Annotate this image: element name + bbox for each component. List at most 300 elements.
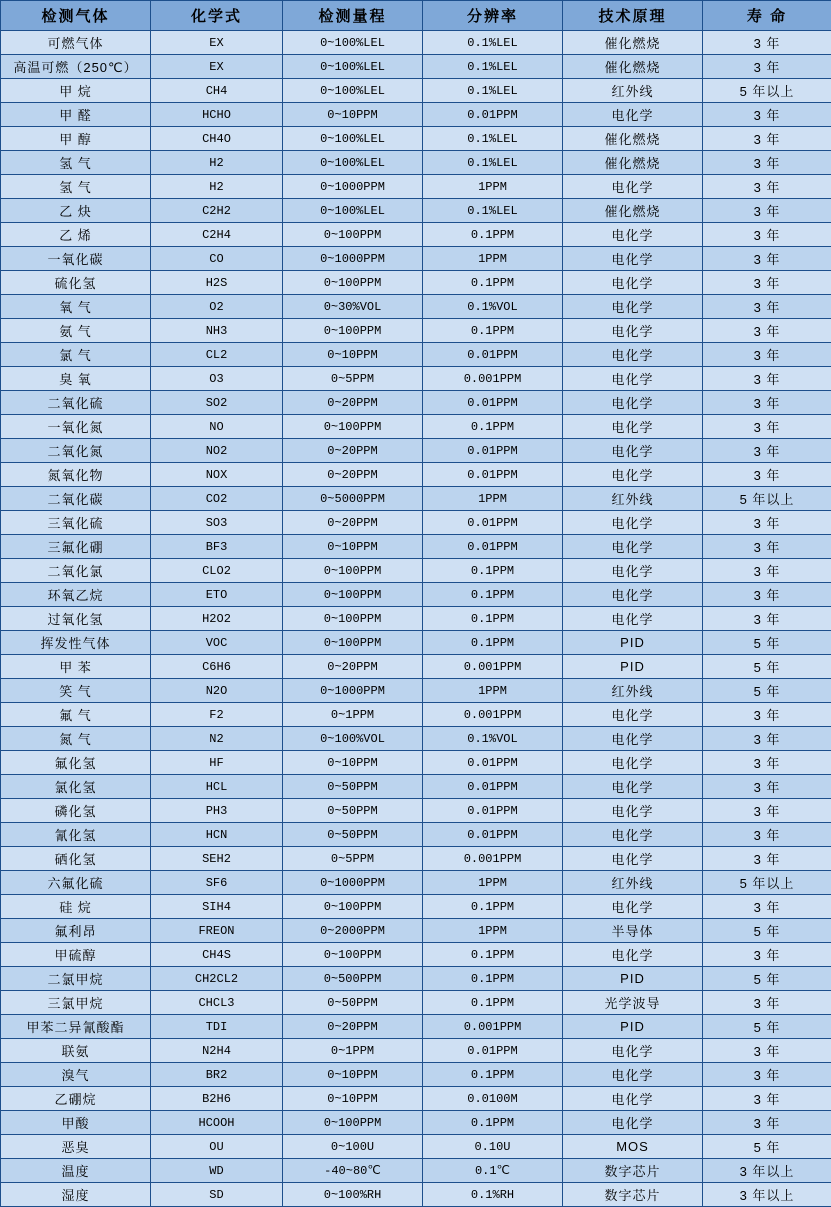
table-row [1, 223, 831, 247]
table-row [1, 583, 831, 607]
table-row [1, 655, 831, 679]
cell-formula: SF6 [151, 871, 283, 895]
cell-lifetime: 3 年 [703, 991, 831, 1015]
cell-formula: O2 [151, 295, 283, 319]
cell-gas-name: 环氧乙烷 [1, 583, 151, 607]
cell-principle: 催化燃烧 [563, 199, 703, 223]
cell-gas-name: 二氯甲烷 [1, 967, 151, 991]
cell-gas-name: 氟利昂 [1, 919, 151, 943]
cell-resolution: 1PPM [423, 247, 563, 271]
cell-principle: 催化燃烧 [563, 55, 703, 79]
cell-range: 0~100PPM [283, 319, 423, 343]
cell-principle: 电化学 [563, 1039, 703, 1063]
cell-gas-name: 笑 气 [1, 679, 151, 703]
cell-range: 0~1000PPM [283, 679, 423, 703]
cell-lifetime: 5 年 [703, 655, 831, 679]
cell-range: 0~20PPM [283, 439, 423, 463]
column-header-principle: 技术原理 [563, 1, 703, 31]
cell-principle: 电化学 [563, 607, 703, 631]
table-row [1, 895, 831, 919]
cell-lifetime: 3 年 [703, 103, 831, 127]
cell-gas-name: 可燃气体 [1, 31, 151, 55]
cell-principle: PID [563, 631, 703, 655]
cell-gas-name: 乙 炔 [1, 199, 151, 223]
cell-gas-name: 二氧化硫 [1, 391, 151, 415]
cell-resolution: 0.0100M [423, 1087, 563, 1111]
cell-formula: H2O2 [151, 607, 283, 631]
cell-resolution: 0.01PPM [423, 103, 563, 127]
cell-formula: CO2 [151, 487, 283, 511]
cell-principle: 电化学 [563, 511, 703, 535]
cell-resolution: 0.01PPM [423, 1039, 563, 1063]
cell-principle: 红外线 [563, 871, 703, 895]
cell-range: 0~100U [283, 1135, 423, 1159]
cell-lifetime: 5 年以上 [703, 487, 831, 511]
cell-range: 0~20PPM [283, 463, 423, 487]
cell-range: 0~50PPM [283, 799, 423, 823]
cell-lifetime: 3 年 [703, 703, 831, 727]
cell-range: 0~100PPM [283, 943, 423, 967]
cell-resolution: 0.1PPM [423, 319, 563, 343]
cell-gas-name: 磷化氢 [1, 799, 151, 823]
cell-principle: 红外线 [563, 79, 703, 103]
cell-formula: CH4 [151, 79, 283, 103]
cell-lifetime: 3 年 [703, 247, 831, 271]
cell-lifetime: 3 年 [703, 535, 831, 559]
cell-principle: 电化学 [563, 1111, 703, 1135]
cell-lifetime: 3 年 [703, 583, 831, 607]
cell-range: 0~10PPM [283, 343, 423, 367]
table-header-row [1, 1, 831, 31]
cell-principle: 电化学 [563, 943, 703, 967]
table-row [1, 919, 831, 943]
cell-resolution: 1PPM [423, 175, 563, 199]
cell-resolution: 0.1PPM [423, 607, 563, 631]
cell-resolution: 0.001PPM [423, 1015, 563, 1039]
table-row [1, 79, 831, 103]
table-row [1, 391, 831, 415]
table-row [1, 151, 831, 175]
cell-principle: 数字芯片 [563, 1183, 703, 1207]
table-row [1, 703, 831, 727]
cell-resolution: 0.01PPM [423, 535, 563, 559]
cell-gas-name: 乙 烯 [1, 223, 151, 247]
cell-range: 0~1000PPM [283, 871, 423, 895]
cell-resolution: 0.1PPM [423, 583, 563, 607]
cell-resolution: 0.1%LEL [423, 31, 563, 55]
cell-gas-name: 氟化氢 [1, 751, 151, 775]
cell-resolution: 0.1%VOL [423, 295, 563, 319]
cell-principle: 电化学 [563, 343, 703, 367]
table-row [1, 175, 831, 199]
cell-principle: 催化燃烧 [563, 127, 703, 151]
cell-gas-name: 联氨 [1, 1039, 151, 1063]
cell-resolution: 0.1PPM [423, 943, 563, 967]
cell-gas-name: 甲 烷 [1, 79, 151, 103]
cell-range: 0~20PPM [283, 511, 423, 535]
cell-formula: HCL [151, 775, 283, 799]
table-row [1, 823, 831, 847]
cell-resolution: 0.01PPM [423, 439, 563, 463]
cell-range: 0~100PPM [283, 1111, 423, 1135]
cell-range: 0~20PPM [283, 391, 423, 415]
cell-lifetime: 3 年 [703, 31, 831, 55]
cell-principle: 电化学 [563, 847, 703, 871]
column-header-range: 检测量程 [283, 1, 423, 31]
cell-gas-name: 氯化氢 [1, 775, 151, 799]
column-header-resolution: 分辨率 [423, 1, 563, 31]
cell-resolution: 0.001PPM [423, 703, 563, 727]
cell-resolution: 0.1%VOL [423, 727, 563, 751]
cell-resolution: 0.01PPM [423, 823, 563, 847]
cell-resolution: 1PPM [423, 919, 563, 943]
table-row [1, 991, 831, 1015]
cell-resolution: 1PPM [423, 679, 563, 703]
cell-formula: FREON [151, 919, 283, 943]
cell-lifetime: 3 年以上 [703, 1183, 831, 1207]
cell-range: 0~100%LEL [283, 55, 423, 79]
cell-lifetime: 3 年 [703, 559, 831, 583]
cell-range: 0~5000PPM [283, 487, 423, 511]
table-row [1, 295, 831, 319]
cell-range: 0~500PPM [283, 967, 423, 991]
cell-formula: HCHO [151, 103, 283, 127]
cell-gas-name: 臭 氧 [1, 367, 151, 391]
cell-range: 0~5PPM [283, 367, 423, 391]
cell-range: 0~100PPM [283, 415, 423, 439]
cell-principle: 电化学 [563, 367, 703, 391]
cell-lifetime: 3 年 [703, 895, 831, 919]
cell-range: 0~1PPM [283, 1039, 423, 1063]
cell-lifetime: 3 年 [703, 799, 831, 823]
table-row [1, 463, 831, 487]
cell-gas-name: 甲 苯 [1, 655, 151, 679]
table-row [1, 103, 831, 127]
cell-principle: 电化学 [563, 463, 703, 487]
cell-gas-name: 温度 [1, 1159, 151, 1183]
cell-range: 0~100%LEL [283, 151, 423, 175]
table-row [1, 271, 831, 295]
cell-principle: 催化燃烧 [563, 151, 703, 175]
cell-lifetime: 5 年以上 [703, 79, 831, 103]
cell-principle: MOS [563, 1135, 703, 1159]
cell-gas-name: 乙硼烷 [1, 1087, 151, 1111]
cell-gas-name: 甲硫醇 [1, 943, 151, 967]
cell-formula: SO3 [151, 511, 283, 535]
cell-formula: CLO2 [151, 559, 283, 583]
table-row [1, 607, 831, 631]
cell-resolution: 0.1PPM [423, 1063, 563, 1087]
cell-resolution: 0.1PPM [423, 271, 563, 295]
table-body [1, 31, 831, 1207]
cell-gas-name: 甲 醇 [1, 127, 151, 151]
cell-gas-name: 三氧化硫 [1, 511, 151, 535]
cell-principle: 电化学 [563, 559, 703, 583]
cell-formula: CHCL3 [151, 991, 283, 1015]
cell-lifetime: 5 年以上 [703, 871, 831, 895]
cell-formula: EX [151, 31, 283, 55]
table-row [1, 1135, 831, 1159]
cell-range: 0~10PPM [283, 1087, 423, 1111]
cell-principle: 红外线 [563, 487, 703, 511]
cell-formula: EX [151, 55, 283, 79]
cell-range: 0~100%LEL [283, 79, 423, 103]
cell-lifetime: 3 年 [703, 847, 831, 871]
cell-gas-name: 三氟化硼 [1, 535, 151, 559]
cell-gas-name: 二氧化碳 [1, 487, 151, 511]
cell-resolution: 0.01PPM [423, 775, 563, 799]
cell-formula: NO [151, 415, 283, 439]
cell-range: 0~30%VOL [283, 295, 423, 319]
cell-principle: 数字芯片 [563, 1159, 703, 1183]
cell-lifetime: 3 年 [703, 199, 831, 223]
cell-formula: PH3 [151, 799, 283, 823]
cell-gas-name: 氢 气 [1, 175, 151, 199]
cell-principle: 电化学 [563, 823, 703, 847]
cell-formula: H2 [151, 151, 283, 175]
cell-principle: PID [563, 655, 703, 679]
cell-lifetime: 3 年 [703, 1087, 831, 1111]
cell-resolution: 0.01PPM [423, 343, 563, 367]
cell-range: 0~50PPM [283, 991, 423, 1015]
cell-formula: N2 [151, 727, 283, 751]
cell-formula: CO [151, 247, 283, 271]
cell-lifetime: 3 年 [703, 1111, 831, 1135]
cell-gas-name: 硫化氢 [1, 271, 151, 295]
table-row [1, 1039, 831, 1063]
cell-principle: 电化学 [563, 271, 703, 295]
table-row [1, 559, 831, 583]
cell-principle: PID [563, 1015, 703, 1039]
cell-lifetime: 5 年 [703, 919, 831, 943]
table-row [1, 799, 831, 823]
cell-principle: 电化学 [563, 703, 703, 727]
cell-range: 0~100PPM [283, 559, 423, 583]
cell-range: 0~100PPM [283, 631, 423, 655]
cell-principle: 电化学 [563, 727, 703, 751]
cell-principle: 电化学 [563, 751, 703, 775]
cell-resolution: 0.1PPM [423, 415, 563, 439]
cell-gas-name: 氢 气 [1, 151, 151, 175]
cell-formula: H2 [151, 175, 283, 199]
cell-principle: 电化学 [563, 415, 703, 439]
cell-gas-name: 恶臭 [1, 1135, 151, 1159]
cell-gas-name: 溴气 [1, 1063, 151, 1087]
cell-gas-name: 三氯甲烷 [1, 991, 151, 1015]
table-row [1, 511, 831, 535]
table-row [1, 535, 831, 559]
table-row [1, 439, 831, 463]
cell-gas-name: 硅 烷 [1, 895, 151, 919]
cell-formula: CH4S [151, 943, 283, 967]
cell-gas-name: 氰化氢 [1, 823, 151, 847]
cell-formula: OU [151, 1135, 283, 1159]
cell-formula: H2S [151, 271, 283, 295]
cell-formula: SO2 [151, 391, 283, 415]
cell-gas-name: 氨 气 [1, 319, 151, 343]
cell-gas-name: 一氧化氮 [1, 415, 151, 439]
cell-formula: HF [151, 751, 283, 775]
cell-formula: B2H6 [151, 1087, 283, 1111]
cell-resolution: 0.1PPM [423, 631, 563, 655]
cell-range: 0~1PPM [283, 703, 423, 727]
cell-resolution: 0.01PPM [423, 391, 563, 415]
table-row [1, 55, 831, 79]
table-row [1, 1159, 831, 1183]
cell-lifetime: 3 年 [703, 751, 831, 775]
table-row [1, 1111, 831, 1135]
table-row [1, 1015, 831, 1039]
cell-formula: NO2 [151, 439, 283, 463]
cell-lifetime: 3 年 [703, 367, 831, 391]
cell-formula: NH3 [151, 319, 283, 343]
cell-lifetime: 3 年 [703, 319, 831, 343]
table-row [1, 847, 831, 871]
cell-lifetime: 5 年 [703, 631, 831, 655]
cell-principle: 半导体 [563, 919, 703, 943]
cell-range: 0~100PPM [283, 583, 423, 607]
cell-formula: N2H4 [151, 1039, 283, 1063]
cell-lifetime: 5 年 [703, 1015, 831, 1039]
cell-resolution: 1PPM [423, 487, 563, 511]
cell-range: 0~10PPM [283, 103, 423, 127]
cell-resolution: 0.01PPM [423, 463, 563, 487]
cell-lifetime: 5 年 [703, 967, 831, 991]
cell-resolution: 0.1%LEL [423, 55, 563, 79]
cell-lifetime: 3 年以上 [703, 1159, 831, 1183]
cell-gas-name: 二氧化氯 [1, 559, 151, 583]
cell-gas-name: 氮氧化物 [1, 463, 151, 487]
cell-range: 0~20PPM [283, 655, 423, 679]
cell-range: 0~50PPM [283, 823, 423, 847]
cell-range: -40~80℃ [283, 1159, 423, 1183]
table-row [1, 367, 831, 391]
column-header-formula: 化学式 [151, 1, 283, 31]
cell-gas-name: 湿度 [1, 1183, 151, 1207]
cell-formula: F2 [151, 703, 283, 727]
column-header-lifetime: 寿 命 [703, 1, 831, 31]
table-row [1, 679, 831, 703]
cell-principle: 电化学 [563, 223, 703, 247]
cell-principle: 电化学 [563, 775, 703, 799]
cell-principle: 电化学 [563, 1087, 703, 1111]
cell-formula: CH2CL2 [151, 967, 283, 991]
table-row [1, 1087, 831, 1111]
cell-lifetime: 3 年 [703, 439, 831, 463]
cell-range: 0~2000PPM [283, 919, 423, 943]
cell-lifetime: 3 年 [703, 295, 831, 319]
cell-gas-name: 高温可燃（250℃） [1, 55, 151, 79]
cell-lifetime: 3 年 [703, 823, 831, 847]
cell-formula: N2O [151, 679, 283, 703]
cell-gas-name: 六氟化硫 [1, 871, 151, 895]
table-row [1, 1183, 831, 1207]
table-row [1, 727, 831, 751]
cell-range: 0~100%LEL [283, 31, 423, 55]
cell-resolution: 0.01PPM [423, 751, 563, 775]
cell-principle: 电化学 [563, 391, 703, 415]
cell-resolution: 0.001PPM [423, 655, 563, 679]
cell-formula: VOC [151, 631, 283, 655]
cell-formula: C2H2 [151, 199, 283, 223]
cell-formula: WD [151, 1159, 283, 1183]
cell-lifetime: 3 年 [703, 607, 831, 631]
cell-formula: C6H6 [151, 655, 283, 679]
cell-formula: C2H4 [151, 223, 283, 247]
cell-range: 0~100%LEL [283, 127, 423, 151]
column-header-gas: 检测气体 [1, 1, 151, 31]
cell-range: 0~1000PPM [283, 175, 423, 199]
cell-gas-name: 二氧化氮 [1, 439, 151, 463]
cell-range: 0~20PPM [283, 1015, 423, 1039]
cell-resolution: 0.1PPM [423, 1111, 563, 1135]
cell-principle: 电化学 [563, 799, 703, 823]
cell-lifetime: 3 年 [703, 1063, 831, 1087]
cell-gas-name: 过氧化氢 [1, 607, 151, 631]
cell-formula: O3 [151, 367, 283, 391]
cell-range: 0~100PPM [283, 607, 423, 631]
cell-resolution: 0.1%LEL [423, 127, 563, 151]
cell-lifetime: 3 年 [703, 775, 831, 799]
cell-range: 0~100%VOL [283, 727, 423, 751]
cell-formula: SIH4 [151, 895, 283, 919]
table-row [1, 343, 831, 367]
cell-resolution: 0.1%LEL [423, 199, 563, 223]
cell-range: 0~100%RH [283, 1183, 423, 1207]
cell-lifetime: 3 年 [703, 223, 831, 247]
cell-formula: BF3 [151, 535, 283, 559]
table-row [1, 751, 831, 775]
cell-lifetime: 3 年 [703, 271, 831, 295]
cell-lifetime: 3 年 [703, 391, 831, 415]
table-row [1, 31, 831, 55]
cell-principle: PID [563, 967, 703, 991]
cell-formula: NOX [151, 463, 283, 487]
cell-range: 0~100PPM [283, 895, 423, 919]
cell-formula: TDI [151, 1015, 283, 1039]
table-row [1, 871, 831, 895]
cell-resolution: 0.1PPM [423, 895, 563, 919]
cell-resolution: 0.01PPM [423, 799, 563, 823]
cell-lifetime: 3 年 [703, 727, 831, 751]
cell-formula: SEH2 [151, 847, 283, 871]
cell-lifetime: 3 年 [703, 127, 831, 151]
cell-principle: 红外线 [563, 679, 703, 703]
cell-lifetime: 3 年 [703, 1039, 831, 1063]
cell-gas-name: 甲 醛 [1, 103, 151, 127]
table-row [1, 631, 831, 655]
cell-resolution: 1PPM [423, 871, 563, 895]
cell-gas-name: 甲酸 [1, 1111, 151, 1135]
cell-resolution: 0.10U [423, 1135, 563, 1159]
cell-gas-name: 硒化氢 [1, 847, 151, 871]
cell-range: 0~100PPM [283, 223, 423, 247]
cell-gas-name: 甲苯二异氰酸酯 [1, 1015, 151, 1039]
cell-range: 0~10PPM [283, 535, 423, 559]
cell-resolution: 0.1PPM [423, 223, 563, 247]
cell-formula: CH4O [151, 127, 283, 151]
cell-principle: 电化学 [563, 247, 703, 271]
cell-formula: CL2 [151, 343, 283, 367]
cell-lifetime: 5 年 [703, 679, 831, 703]
cell-range: 0~50PPM [283, 775, 423, 799]
cell-principle: 电化学 [563, 439, 703, 463]
cell-principle: 光学波导 [563, 991, 703, 1015]
cell-formula: HCOOH [151, 1111, 283, 1135]
cell-range: 0~10PPM [283, 751, 423, 775]
cell-resolution: 0.001PPM [423, 847, 563, 871]
cell-resolution: 0.1PPM [423, 559, 563, 583]
